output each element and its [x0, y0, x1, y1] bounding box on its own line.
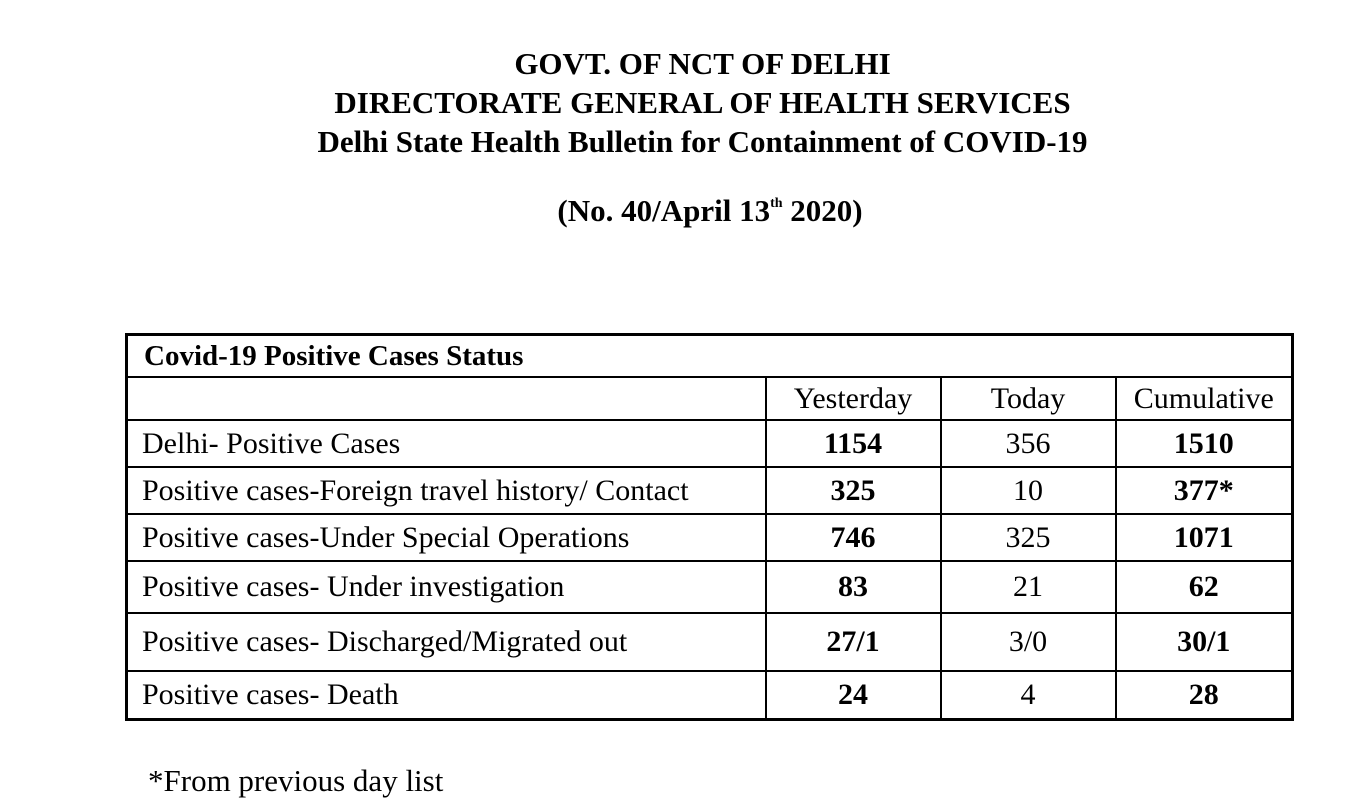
row-label: Delhi- Positive Cases — [127, 420, 766, 467]
bulletin-number-suffix: 2020) — [782, 193, 863, 228]
column-header-cumulative: Cumulative — [1116, 377, 1293, 420]
today-value: 356 — [941, 420, 1116, 467]
table-row — [127, 467, 1293, 514]
row-label: Positive cases-Under Special Operations — [127, 514, 766, 561]
row-label: Positive cases- Death — [127, 671, 766, 720]
today-value: 21 — [941, 561, 1116, 613]
bulletin-number-prefix: (No. 40/April 13 — [557, 193, 771, 228]
table-title: Covid-19 Positive Cases Status — [127, 335, 1293, 378]
table-row — [127, 671, 1293, 720]
header-label-cell — [127, 377, 766, 420]
cumulative-value: 28 — [1116, 671, 1293, 720]
cumulative-value: 30/1 — [1116, 613, 1293, 671]
footnote: *From previous day list — [148, 763, 444, 798]
table-row — [127, 420, 1293, 467]
directorate-title: DIRECTORATE GENERAL OF HEALTH SERVICES — [334, 85, 1071, 120]
row-label: Positive cases- Under investigation — [127, 561, 766, 613]
cumulative-value: 62 — [1116, 561, 1293, 613]
cumulative-value: 1510 — [1116, 420, 1293, 467]
bulletin-title: Delhi State Health Bulletin for Containment of COVID-19 — [317, 124, 1088, 159]
yesterday-value: 27/1 — [766, 613, 941, 671]
yesterday-value: 1154 — [766, 420, 941, 467]
bulletin-date-superscript: th — [770, 196, 783, 211]
yesterday-value: 24 — [766, 671, 941, 720]
table-title-row — [127, 335, 1293, 378]
row-label: Positive cases-Foreign travel history/ Contact — [127, 467, 766, 514]
yesterday-value: 83 — [766, 561, 941, 613]
bulletin-header — [0, 44, 1369, 161]
today-value: 325 — [941, 514, 1116, 561]
row-label: Positive cases- Discharged/Migrated out — [127, 613, 766, 671]
yesterday-value: 325 — [766, 467, 941, 514]
column-header-yesterday: Yesterday — [766, 377, 941, 420]
cases-status-table — [125, 333, 1294, 721]
today-value: 10 — [941, 467, 1116, 514]
table-row — [127, 514, 1293, 561]
yesterday-value: 746 — [766, 514, 941, 561]
column-header-today: Today — [941, 377, 1116, 420]
cumulative-value: 377* — [1116, 467, 1293, 514]
today-value: 3/0 — [941, 613, 1116, 671]
table-row — [127, 561, 1293, 613]
cumulative-value: 1071 — [1116, 514, 1293, 561]
table-header-row — [127, 377, 1293, 420]
table-row — [127, 613, 1293, 671]
today-value: 4 — [941, 671, 1116, 720]
govt-title: GOVT. OF NCT OF DELHI — [514, 46, 891, 81]
bulletin-number — [0, 192, 1369, 230]
